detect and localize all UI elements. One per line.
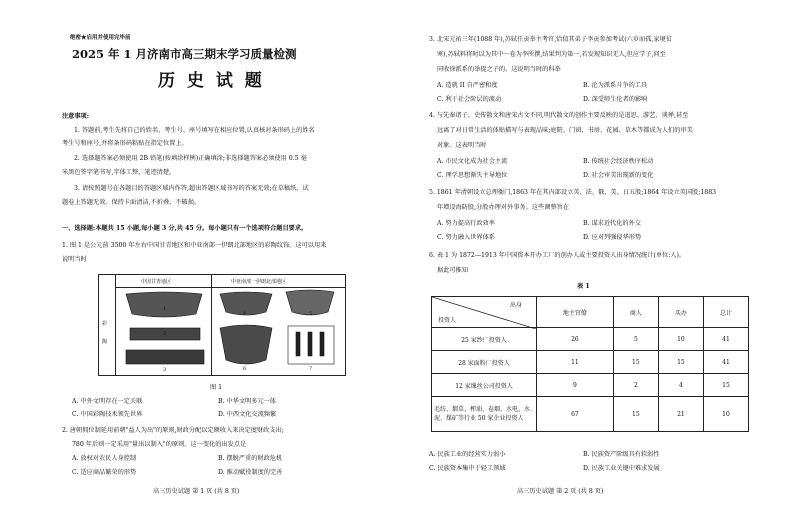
notice-line: 2. 选择题答案必须使用 2B 铅笔(按填涂样例)正确填涂;非选择题答案必须使用 0.5 毫: [74, 155, 307, 162]
table-cell: 26: [537, 328, 614, 351]
q2-option-a[interactable]: A. 放权对农民人身控制: [72, 455, 137, 462]
figure-caption: 图 1: [210, 384, 223, 391]
table-cell: 67: [537, 397, 614, 432]
question-6-line: 据此可推知: [437, 267, 468, 274]
figure-num: 6: [243, 366, 247, 372]
figure-num: 2: [163, 331, 167, 337]
figure-num: 1: [163, 306, 167, 312]
question-3-line: 寒),苏轼料将时以为其中一卷为李所撰,结果判为第一,若发现知识无人,但应学子,问至: [437, 51, 666, 58]
table-cell: 11: [537, 351, 614, 374]
figure-row-label: 彩 陶: [102, 321, 108, 345]
figure-num: 5: [309, 311, 313, 317]
right-page: [397, 0, 794, 527]
subject-title: 历 史 试 题: [158, 71, 265, 91]
table-row-label: 28 家面粉厂投资人: [432, 351, 537, 374]
q5-option-c[interactable]: C. 努力融入世界体系: [437, 234, 495, 241]
q3-option-c[interactable]: C. 利于社会阶层的流动: [437, 96, 502, 103]
table-cell: 10: [658, 328, 703, 351]
question-3-line: 同收徐派系的举提之子的。这说明当时的科举: [437, 66, 561, 73]
notice-line: 1. 答题前,考生先将自己的姓名、考生号、座号填写在相应位置,认真核对条形码上的姓名: [74, 127, 315, 134]
table-cell: 5: [613, 328, 658, 351]
table-header: 总计: [703, 297, 748, 328]
q1-option-a[interactable]: A. 中外文明存在一定关联: [72, 398, 143, 405]
q4-option-a[interactable]: A. 市民文化成为社会主流: [437, 158, 508, 165]
table-row: [432, 351, 749, 374]
q2-option-c[interactable]: C. 适应商品繁荣的形势: [72, 469, 137, 476]
q4-option-c[interactable]: C. 理学思想渐失主导地位: [437, 172, 508, 179]
pottery-illustration: [116, 288, 345, 375]
table-cell: 21: [658, 397, 703, 432]
q3-option-a[interactable]: A. 造就 II 自严密和度: [437, 82, 498, 89]
q2-option-d[interactable]: D. 推动赋役制度的完善: [218, 469, 283, 476]
table-cell: 15: [703, 374, 748, 397]
q4-option-b[interactable]: B. 传统社会经济秩序松动: [583, 158, 654, 165]
exam-title: 2025 年 1 月济南市高三期末学习质量检测: [72, 47, 297, 61]
q6-option-d[interactable]: D. 民族工业关键中难求发展: [583, 465, 660, 472]
q6-option-c[interactable]: C. 民族资本集中于轻工领域: [429, 465, 506, 472]
table-cell: 9: [537, 374, 614, 397]
table-row: [432, 397, 749, 432]
q2-option-b[interactable]: B. 摆脱严重的财政危机: [218, 455, 283, 462]
investor-table: [431, 296, 749, 432]
notice-heading: 注意事项:: [62, 113, 90, 120]
question-4-line: 对象。这表明当时: [437, 142, 487, 149]
table-row-label: 12 家缫丝公司投资人: [432, 374, 537, 397]
table-cell: 10: [703, 397, 748, 432]
question-2-line: 2. 唐朝佣位制延用前朝"益人为出"的原则,财政分配以定额收入来决定度财政支出;: [62, 427, 284, 434]
figure-col1-label: 中国甘青地区: [141, 279, 172, 285]
table-header-row: [432, 297, 749, 328]
figure-num: 3: [163, 367, 167, 373]
table-row-label: 毛纺、烟草、榨油、卷烟、水电、水泥、煤矿等行业 50 家企业投资人: [432, 397, 537, 432]
q6-option-a[interactable]: A. 民族工业的经营实力弱小: [429, 451, 506, 458]
pottery-jar-6: [220, 325, 272, 364]
table-header: 地主官僚: [537, 297, 614, 328]
q5-option-b[interactable]: B. 谋求近代化的外交: [583, 220, 641, 227]
question-1-line: 1. 图 1 是公元前 3500 年左右中国甘青地区和中亚南部一伊朗北部地区的彩陶纹饰。这可以用来: [62, 242, 327, 249]
question-4-line: 4. 与先秦诸子、史传散文和唐宋古文不同,明代散文的创作主要反映的是追思、游艺、谈禅,甚至: [429, 112, 689, 119]
table-corner-cell: [432, 297, 537, 328]
table-cell: 15: [613, 397, 658, 432]
question-6-line: 6. 表 1 为 1872—1913 年中国资本开办工厂的创办人或主要投资人出身情况统计(单位:人)。: [429, 252, 686, 259]
table-row: [432, 328, 749, 351]
question-3-line: 3. 北宋元祐三年(1088 年),苏轼任贡举主考官,恰值其弟子李贡参加考试(六岁而孤,家境贫: [429, 36, 672, 43]
figure-col2-label: 中亚南部一伊朗北部地区: [231, 279, 287, 285]
q5-option-a[interactable]: A. 努力提高行政效率: [437, 220, 495, 227]
table-cell: 2: [613, 374, 658, 397]
page-footer: 高三历史试题 第 2 页 (共 8 页): [517, 488, 604, 495]
q1-option-d[interactable]: D. 中西文化交流频繁: [218, 411, 277, 418]
table-corner-bottom: 投资人: [438, 317, 457, 324]
q1-option-c[interactable]: C. 中国彩陶技术领先世界: [72, 411, 143, 418]
notice-line: 考生号和座号,并将条形码粘贴在指定位置上。: [62, 140, 188, 147]
table-cell: 41: [703, 351, 748, 374]
table-cell: 41: [703, 328, 748, 351]
notice-line: 米黑色签字笔书写,字体工整、笔迹清楚。: [62, 169, 176, 176]
table-row-label: 25 家纱厂投资人: [432, 328, 537, 351]
notice-line: 3. 请按照题号在各题目的答题区域内作答,超出答题区域书写的答案无效;在草稿纸、试: [74, 185, 309, 192]
q1-option-b[interactable]: B. 中华文明多元一体: [218, 398, 276, 405]
question-5-line: 年增设海防股,分股办理对外事务。这些调整旨在: [437, 204, 569, 211]
table-cell: 15: [613, 351, 658, 374]
question-5-line: 5. 1861 年清朝设立总理衙门,1863 年在其内部设立英、法、俄、美、日五股;1864 年设立英国股;1883: [429, 189, 717, 196]
notice-line: 题卷上答题无效。保持卡面清洁,不折叠、不破损。: [62, 199, 201, 206]
table-header: 商人: [613, 297, 658, 328]
table-header: 买办: [658, 297, 703, 328]
question-1-line: 说明当时: [62, 256, 87, 263]
figure-num: 7: [309, 366, 313, 372]
q3-option-d[interactable]: D. 深受师生伦者的影响: [583, 96, 648, 103]
q4-option-d[interactable]: D. 社会审美出现新的变化: [583, 172, 654, 179]
table-corner-top: 出身: [509, 302, 522, 309]
section-heading: 一、选择题:本题共 15 小题,每小题 3 分,共 45 分。每小题只有一个选项符合题目要求。: [62, 225, 308, 232]
question-2-line: 780 年后则一定采用"量出以制入"的原则。这一变化的出发点是: [72, 441, 247, 448]
table-row: [432, 374, 749, 397]
q5-option-d[interactable]: D. 应对列强侵华形势: [583, 234, 642, 241]
figure-1-box: [98, 274, 346, 376]
table-cell: 4: [658, 374, 703, 397]
secret-label: 绝密★启用并使用完毕前: [70, 35, 131, 41]
table-cell: 15: [658, 351, 703, 374]
pottery-band-3: [126, 350, 204, 364]
figure-num: 4: [243, 311, 247, 317]
question-4-line: 远离了对日常生活的体贴描写与表现品味;庭院、门窗、书房、花园、草木等都成为人们的审美: [437, 127, 693, 134]
q3-option-b[interactable]: B. 沦为派系斗争的工具: [583, 82, 648, 89]
page-footer: 高三历史试题 第 1 页 (共 8 页): [153, 488, 240, 495]
table-caption: 表 1: [577, 283, 590, 290]
q6-option-b[interactable]: B. 民族资产阶级具有软弱性: [583, 451, 660, 458]
